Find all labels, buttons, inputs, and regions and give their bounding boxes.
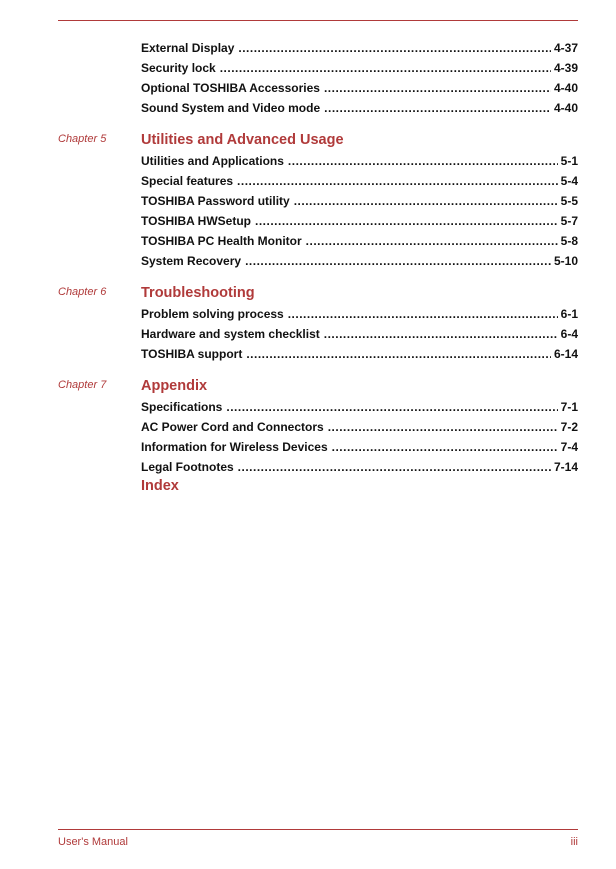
toc-entry[interactable] — [141, 78, 578, 98]
toc-entry-page: 4-40 — [553, 101, 578, 115]
toc-entry-page: 5-7 — [560, 214, 578, 228]
toc-entry[interactable] — [141, 58, 578, 78]
index-link[interactable]: Index — [141, 478, 179, 494]
dot-leader — [238, 457, 551, 477]
chapter-block-6 — [0, 283, 616, 364]
toc-entry[interactable] — [141, 324, 578, 344]
toc-entry-page: 6-4 — [560, 327, 578, 341]
toc-entry[interactable] — [141, 344, 578, 364]
dot-leader — [220, 58, 551, 78]
dot-leader — [288, 304, 558, 324]
toc-entry-title: Optional TOSHIBA Accessories — [141, 81, 320, 95]
dot-leader — [255, 211, 558, 231]
toc-entry-page: 7-1 — [560, 400, 578, 414]
toc-entry[interactable] — [141, 38, 578, 58]
chapter-block-5 — [0, 130, 616, 271]
toc-entry-page: 6-14 — [553, 347, 578, 361]
dot-leader — [332, 437, 558, 457]
toc-entry-page: 7-14 — [553, 460, 578, 474]
toc-entry-title: Sound System and Video mode — [141, 101, 321, 115]
dot-leader — [324, 324, 558, 344]
dot-leader — [237, 171, 558, 191]
toc-entry-page: 5-4 — [560, 174, 578, 188]
toc-entry-title: Special features — [141, 174, 234, 188]
toc-entry-page: 5-1 — [560, 154, 578, 168]
toc-entry-page: 5-8 — [560, 234, 578, 248]
toc-entry[interactable] — [141, 437, 578, 457]
dot-leader — [324, 98, 551, 118]
dot-leader — [328, 417, 558, 437]
dot-leader — [306, 231, 558, 251]
header-rule — [58, 20, 578, 21]
dot-leader — [246, 344, 551, 364]
chapter-title[interactable]: Utilities and Advanced Usage — [141, 132, 344, 148]
toc-entry[interactable] — [141, 211, 578, 231]
toc-entry-title: TOSHIBA HWSetup — [141, 214, 251, 228]
chapter-label: Chapter 7 — [58, 379, 107, 391]
footer-rule — [58, 829, 578, 830]
toc-entry-page: 5-10 — [553, 254, 578, 268]
toc-entry-title: TOSHIBA PC Health Monitor — [141, 234, 302, 248]
toc-entry-page: 4-39 — [553, 61, 578, 75]
toc-entry[interactable] — [141, 457, 578, 477]
toc-entry-title: System Recovery — [141, 254, 242, 268]
toc-entry-title: Legal Footnotes — [141, 460, 234, 474]
toc-entry-title: Utilities and Applications — [141, 154, 284, 168]
toc-entry-page: 7-4 — [560, 440, 578, 454]
table-of-contents — [0, 38, 616, 477]
toc-entry[interactable] — [141, 191, 578, 211]
toc-entry-title: External Display — [141, 41, 235, 55]
dot-leader — [294, 191, 558, 211]
dot-leader — [324, 78, 551, 98]
toc-entry-page: 7-2 — [560, 420, 578, 434]
chapter-block-7 — [0, 376, 616, 477]
toc-entry-title: Security lock — [141, 61, 216, 75]
toc-entry-page: 4-37 — [553, 41, 578, 55]
toc-entry[interactable] — [141, 151, 578, 171]
toc-entry-page: 6-1 — [560, 307, 578, 321]
dot-leader — [288, 151, 558, 171]
toc-entry[interactable] — [141, 251, 578, 271]
toc-entry-title: Hardware and system checklist — [141, 327, 320, 341]
dot-leader — [245, 251, 551, 271]
toc-entry[interactable] — [141, 417, 578, 437]
toc-entry-page: 4-40 — [553, 81, 578, 95]
toc-entry[interactable] — [141, 231, 578, 251]
footer-manual-name: User's Manual — [58, 836, 128, 848]
chapter-label: Chapter 6 — [58, 286, 107, 298]
dot-leader — [226, 397, 557, 417]
chapter-label: Chapter 5 — [58, 133, 107, 145]
toc-entry[interactable] — [141, 171, 578, 191]
toc-entry[interactable] — [141, 397, 578, 417]
chapter-block-4-continued — [0, 38, 616, 118]
footer-page-number: iii — [570, 836, 578, 848]
toc-entry-title: Information for Wireless Devices — [141, 440, 328, 454]
toc-entry-title: TOSHIBA support — [141, 347, 243, 361]
toc-entry-title: TOSHIBA Password utility — [141, 194, 290, 208]
toc-entry-title: AC Power Cord and Connectors — [141, 420, 324, 434]
chapter-title[interactable]: Appendix — [141, 378, 208, 394]
dot-leader — [238, 38, 551, 58]
toc-entry[interactable] — [141, 98, 578, 118]
toc-entry-title: Problem solving process — [141, 307, 284, 321]
toc-entry[interactable] — [141, 304, 578, 324]
toc-entry-page: 5-5 — [560, 194, 578, 208]
toc-entry-title: Specifications — [141, 400, 223, 414]
chapter-title[interactable]: Troubleshooting — [141, 285, 255, 301]
